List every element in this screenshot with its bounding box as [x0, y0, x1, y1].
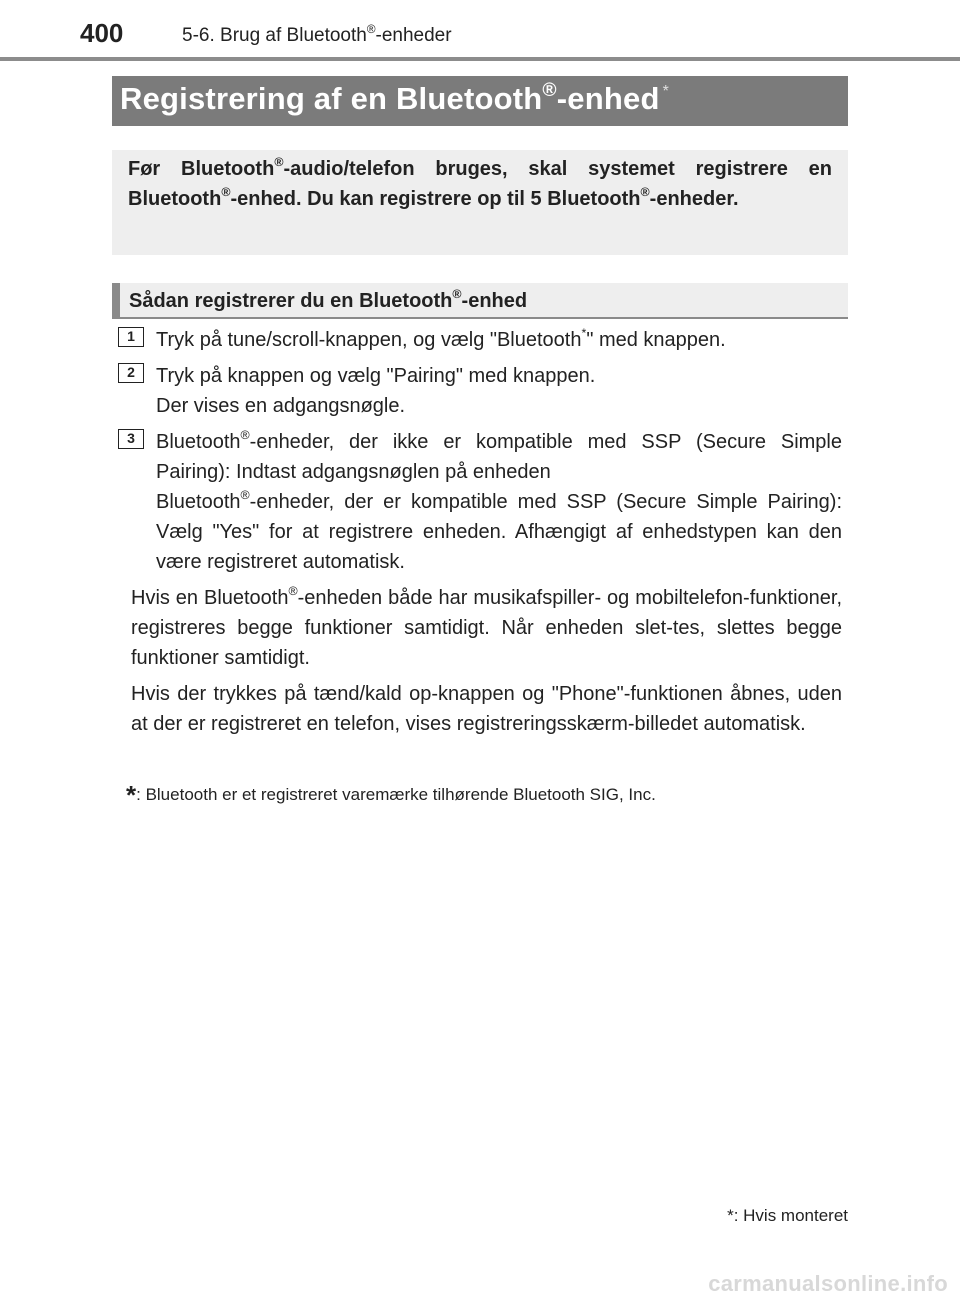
step-item [118, 361, 842, 421]
registered-mark: ® [640, 185, 650, 200]
step-text: Der vises en adgangsnøgle. [156, 395, 406, 417]
step-part: Bluetooth [156, 491, 241, 513]
step-number-badge: 3 [118, 429, 144, 449]
if-equipped-note [727, 1206, 848, 1226]
header-divider [0, 57, 960, 61]
step-text [156, 427, 842, 487]
step-part: Bluetooth [156, 431, 241, 453]
optional-equipment-asterisk: * [662, 83, 669, 100]
steps-list [118, 325, 842, 583]
footnote-text: : Bluetooth er et registreret varemærke tilhørende Bluetooth SIG, Inc. [136, 785, 656, 804]
section-ref-text: 5-6. Brug af Bluetooth [182, 25, 367, 46]
registered-mark: ® [221, 185, 231, 200]
if-equipped-text: : Hvis monteret [733, 1206, 848, 1225]
intro-text [128, 154, 832, 214]
footnote-asterisk: * [126, 780, 137, 810]
step-number-badge: 2 [118, 363, 144, 383]
registered-mark: ® [452, 287, 462, 302]
intro-part: -enhed. Du kan registrere op til 5 Bluetooth [230, 188, 641, 210]
step-item [118, 427, 842, 577]
subheading-part: -enhed [461, 290, 528, 312]
section-title [120, 81, 660, 116]
page-number: 400 [80, 18, 124, 48]
footnote-asterisk: * [581, 326, 587, 341]
note-paragraph: Hvis der trykkes på tænd/kald op-knappen og "Phone"-funktionen åbnes, uden at der er registreret en telefon, vises registreringsskærm-billedet automatisk. [131, 683, 842, 735]
footnote-asterisk: * [727, 1206, 734, 1225]
page-header [0, 0, 960, 62]
title-suffix: -enhed [556, 81, 660, 116]
intro-part: -audio/telefon bruges, skal systemet registrere en Bluetooth [128, 158, 832, 210]
intro-part: -enheder. [649, 188, 739, 210]
registered-mark: ® [240, 428, 250, 443]
trademark-footnote [126, 776, 656, 810]
watermark: carmanualsonline.info [708, 1271, 948, 1296]
para-part: Hvis en Bluetooth [131, 587, 289, 609]
subsection-heading [112, 283, 848, 319]
step-part: Tryk på tune/scroll-knappen, og vælg "Bluetooth [156, 329, 582, 351]
note-paragraph [131, 583, 842, 673]
notes-section [131, 583, 842, 745]
step-text [156, 325, 842, 355]
section-ref-suffix: -enheder [375, 25, 452, 46]
registered-mark: ® [542, 79, 557, 101]
section-title-bar [112, 76, 848, 126]
registered-mark: ® [366, 22, 376, 36]
section-reference [182, 22, 452, 47]
intro-box [112, 150, 848, 255]
registered-mark: ® [288, 584, 298, 599]
para-part: -enheden både har musikafspiller- og mobiltelefon-funktioner, registreres begge funktioner samtidigt. Når enheden slet-tes, slettes begge funktioner samtidigt. [131, 587, 842, 669]
title-text: Registrering af en Bluetooth [120, 81, 543, 116]
step-text: Tryk på knappen og vælg "Pairing" med knappen. [156, 365, 596, 387]
step-number-badge: 1 [118, 327, 144, 347]
step-part: -enheder, der er kompatible med SSP (Secure Simple Pairing): Vælg "Yes" for at registrere enheden. Afhængigt af enhedstypen kan den være registreret automatisk. [156, 491, 842, 573]
step-text [156, 487, 842, 577]
intro-part: Før Bluetooth [128, 158, 275, 180]
subheading-part: Sådan registrerer du en Bluetooth [129, 290, 453, 312]
registered-mark: ® [240, 488, 250, 503]
step-part: " med knappen. [586, 329, 726, 351]
step-part: -enheder, der ikke er kompatible med SSP (Secure Simple Pairing): Indtast adgangsnøglen på enheden [156, 431, 842, 483]
registered-mark: ® [274, 155, 284, 170]
step-item [118, 325, 842, 355]
subsection-heading-text [129, 287, 528, 312]
